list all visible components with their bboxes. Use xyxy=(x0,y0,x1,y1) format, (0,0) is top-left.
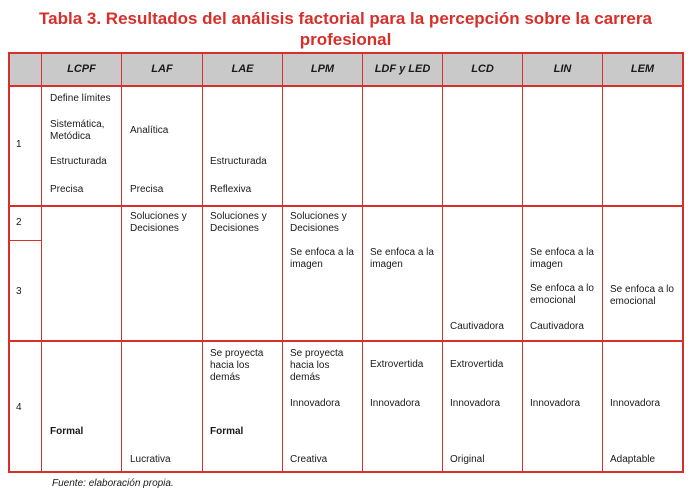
cell-text: Se enfoca a lo xyxy=(610,284,674,295)
hline-bottom xyxy=(8,471,684,473)
header-lcd: LCD xyxy=(471,63,494,75)
vline-2 xyxy=(121,52,122,473)
cell-text: Se enfoca a lo xyxy=(530,283,594,294)
header-lin: LIN xyxy=(553,63,572,75)
vline-5 xyxy=(362,52,363,473)
cell-text: Estructurada xyxy=(50,156,107,167)
cell-text: Se proyecta xyxy=(210,348,264,359)
cell-text: Decisiones xyxy=(290,223,339,234)
table-title-line2: profesional xyxy=(299,30,392,49)
hline-row2-bottom xyxy=(8,240,42,241)
cell-text: Precisa xyxy=(130,184,164,195)
cell-text: Innovadora xyxy=(370,398,421,409)
vline-7 xyxy=(522,52,523,473)
cell-text: Cautivadora xyxy=(530,321,584,332)
cell-text: imagen xyxy=(370,259,403,270)
cell-text: demás xyxy=(210,372,241,383)
row-number-4: 4 xyxy=(16,402,22,413)
hline-row1-bottom xyxy=(8,205,684,207)
vline-6 xyxy=(442,52,443,473)
cell-text: demás xyxy=(290,372,321,383)
table-title-line1: Tabla 3. Resultados del análisis factorial para la percepción sobre la carrera xyxy=(39,9,652,28)
cell-text: Original xyxy=(450,454,485,465)
cell-text: Define límites xyxy=(50,93,111,104)
cell-text: Formal xyxy=(50,426,84,437)
cell-text: Soluciones y xyxy=(210,211,267,222)
cell-text: Reflexiva xyxy=(210,184,252,195)
cell-text: Extrovertida xyxy=(450,359,504,370)
cell-text: emocional xyxy=(530,295,576,306)
cell-text: emocional xyxy=(610,296,656,307)
cell-text: Adaptable xyxy=(610,454,656,465)
cell-text: Estructurada xyxy=(210,156,267,167)
row-number-1: 1 xyxy=(16,139,22,150)
vline-0 xyxy=(8,52,10,473)
vline-4 xyxy=(282,52,283,473)
source-footnote: Fuente: elaboración propia. xyxy=(52,478,174,489)
cell-text: Soluciones y xyxy=(130,211,187,222)
cell-text: Formal xyxy=(210,426,244,437)
cell-text: Se enfoca a la xyxy=(370,247,434,258)
cell-text: Se enfoca a la xyxy=(290,247,354,258)
row-number-2: 2 xyxy=(16,217,22,228)
cell-text: hacia los xyxy=(210,360,250,371)
cell-text: Se enfoca a la xyxy=(530,247,594,258)
header-lcpf: LCPF xyxy=(67,63,96,75)
header-lem: LEM xyxy=(630,63,655,75)
header-lae: LAE xyxy=(231,63,254,75)
header-lpm: LPM xyxy=(310,63,335,75)
cell-text: Sistemática, xyxy=(50,119,105,130)
cell-text: Analítica xyxy=(130,125,169,136)
vline-9 xyxy=(682,52,684,473)
cell-text: imagen xyxy=(290,259,323,270)
row-number-3: 3 xyxy=(16,286,22,297)
cell-text: Cautivadora xyxy=(450,321,504,332)
cell-text: Decisiones xyxy=(130,223,179,234)
cell-text: hacia los xyxy=(290,360,330,371)
cell-text: Precisa xyxy=(50,184,84,195)
vline-3 xyxy=(202,52,203,473)
cell-text: Innovadora xyxy=(450,398,501,409)
header-ldf-led: LDF y LED xyxy=(374,63,431,75)
header-laf: LAF xyxy=(151,63,173,75)
cell-text: Se proyecta xyxy=(290,348,344,359)
cell-text: imagen xyxy=(530,259,563,270)
cell-text: Innovadora xyxy=(610,398,661,409)
cell-text: Metódica xyxy=(50,131,91,142)
cell-text: Lucrativa xyxy=(130,454,171,465)
cell-text: Creativa xyxy=(290,454,328,465)
cell-text: Innovadora xyxy=(530,398,581,409)
vline-1 xyxy=(41,52,42,473)
hline-row3-bottom xyxy=(8,340,684,342)
vline-8 xyxy=(602,52,603,473)
cell-text: Extrovertida xyxy=(370,359,424,370)
cell-text: Decisiones xyxy=(210,223,259,234)
cell-text: Soluciones y xyxy=(290,211,347,222)
cell-text: Innovadora xyxy=(290,398,341,409)
